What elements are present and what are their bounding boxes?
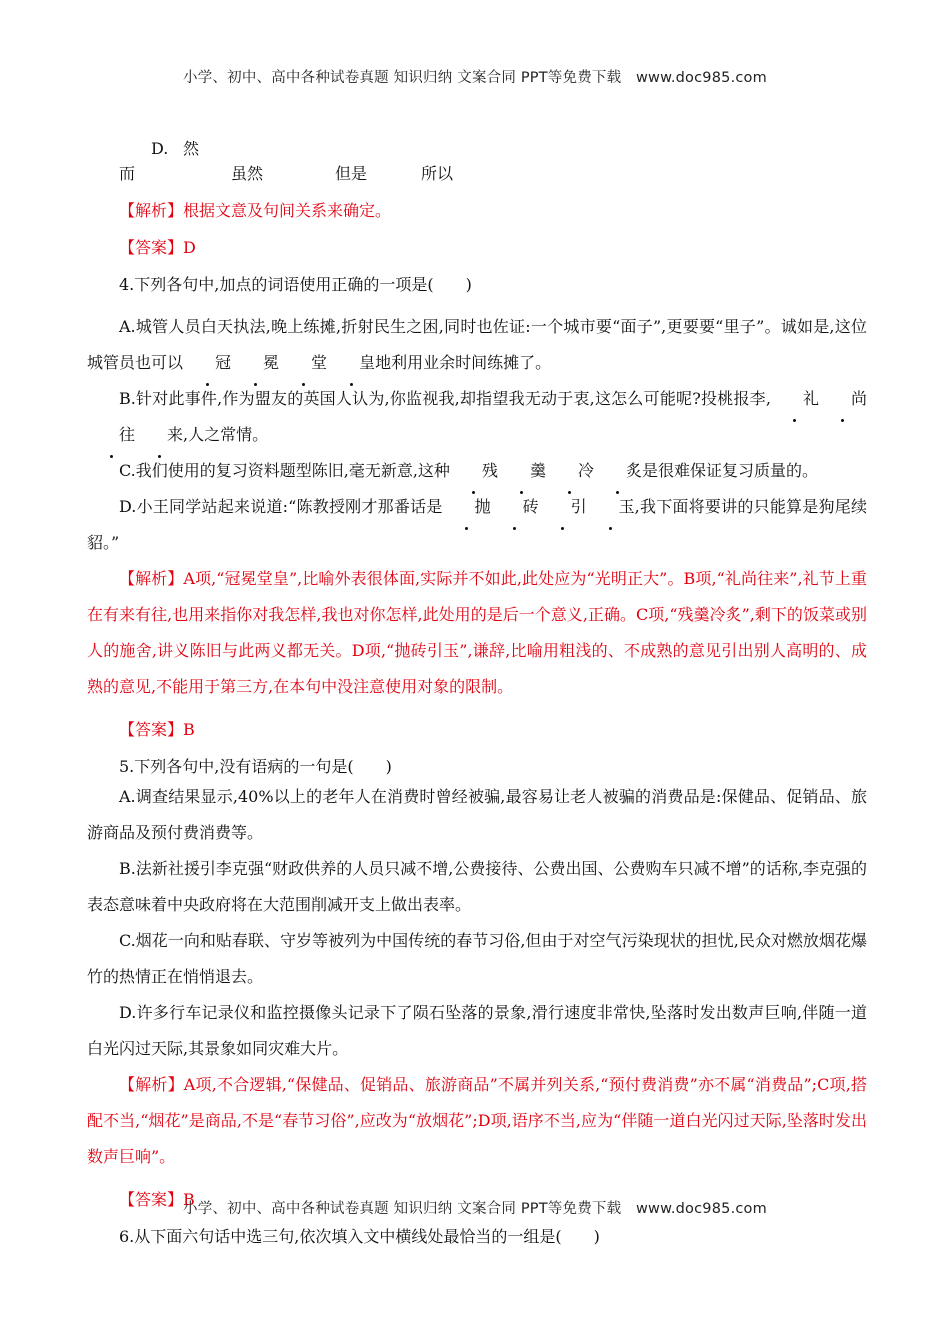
q5-analysis: 【解析】A项,不合逻辑,“保健品、促销品、旅游商品”不属并列关系,“预付费消费”亦不属“消费品”;C项,搭配不当,“烟花”是商品,不是“春节习俗”,应改为“放烟花”;D项,语序不当,应为“伴随一道白光闪过天际,坠落时发出数声巨响”。 [87,1075,867,1166]
q4-option-c [87,453,867,489]
q4-b-dotted-word: 礼 尚往 来 [87,389,867,444]
q4-b-text-end: ,人之常情。 [183,425,269,444]
q4-answer: 【答案】B [119,720,195,739]
option-d-word-2: 虽然 [231,164,264,183]
q4-analysis: 【解析】A项,“冠冕堂皇”,比喻外表很体面,实际并不如此,此处应为“光明正大”。B项,“礼尚往来”,礼节上重在有来有往,也用来指你对我怎样,我也对你怎样,此处用的是后一个意义,正确。C项,“残羹冷炙”,剩下的饭菜或别人的施舍,讲义陈旧与此两义都无关。D项,“抛砖引玉”,谦辞,比喻用粗浅的、不成熟的意见引出别人高明的、成熟的意见,不能用于第三方,在本句中没注意使用对象的限制。 [87,569,867,696]
q3-option-d [87,136,867,186]
q4-c-text: C.我们使用的复习资料题型陈旧,毫无新意,这种 [119,461,450,480]
q4-c-text-end: 是很难保证复习质量的。 [642,461,819,480]
q4-b-text: B.针对此事件,作为盟友的英国人认为,你监视我,却指望我无动于衷,这怎么可能呢?投桃报李, [119,389,771,408]
q4-stem: 4.下列各句中,加点的词语使用正确的一项是( ) [119,275,472,294]
q5-option-b: B.法新社援引李克强“财政供养的人员只减不增,公费接待、公费出国、公费购车只减不增”的话称,李克强的表态意味着中央政府将在大范围削减开支上做出表率。 [87,859,867,914]
q5-option-c: C.烟花一向和贴春联、守岁等被列为中国传统的春节习俗,但由于对空气污染现状的担忧,民众对燃放烟花爆竹的热情正在悄悄退去。 [87,931,867,986]
q4-option-d [87,489,867,561]
q4-option-b [87,381,867,453]
q3-answer: 【答案】D [119,238,196,257]
option-d-word-4: 所以 [421,164,454,183]
q4-d-dotted-word: 抛 砖 引 玉 [443,497,635,516]
option-d-word-3: 但是 [335,164,368,183]
q4-a-text-end: 地利用业余时间练摊了。 [375,353,552,372]
q4-a-text: A.城管人员白天执法,晚上练摊,折射民生之困,同时也佐证:一个城市要“面子”,更要要“里子”。诚如是,这位城管员也可以 [87,317,867,372]
q5-option-a: A.调查结果显示,40%以上的老年人在消费时曾经被骗,最容易让老人被骗的消费品是:保健品、促销品、旅游商品及预付费消费等。 [87,787,867,842]
q5-stem: 5.下列各句中,没有语病的一句是( ) [119,757,392,776]
q5-option-d: D.许多行车记录仪和监控摄像头记录下了陨石坠落的景象,滑行速度非常快,坠落时发出数声巨响,伴随一道白光闪过天际,其景象如同灾难大片。 [87,1003,867,1058]
q4-c-dotted-word: 残 羹 冷 炙 [450,461,642,480]
page-footer: 小学、初中、高中各种试卷真题 知识归纳 文案合同 PPT等免费下载 www.doc985.com [183,1201,767,1217]
q3-analysis: 【解析】根据文意及句间关系来确定。 [119,201,392,220]
page-header: 小学、初中、高中各种试卷真题 知识归纳 文案合同 PPT等免费下载 www.doc985.com [183,70,767,86]
q6-stem: 6.从下面六句话中选三句,依次填入文中横线处最恰当的一组是( ) [119,1227,600,1246]
q5-answer: 【答案】B [119,1190,195,1209]
option-d-word-1: D.然而 [119,139,199,183]
q4-option-a [87,309,867,381]
q4-a-dotted-word: 冠 冕 堂 皇 [183,353,375,372]
q4-d-text: D.小王同学站起来说道:“陈教授刚才那番话是 [119,497,443,516]
document-body [87,136,867,1249]
q4-d-text-end: ,我下面将要讲的只能算是狗尾续貂。” [87,497,867,552]
